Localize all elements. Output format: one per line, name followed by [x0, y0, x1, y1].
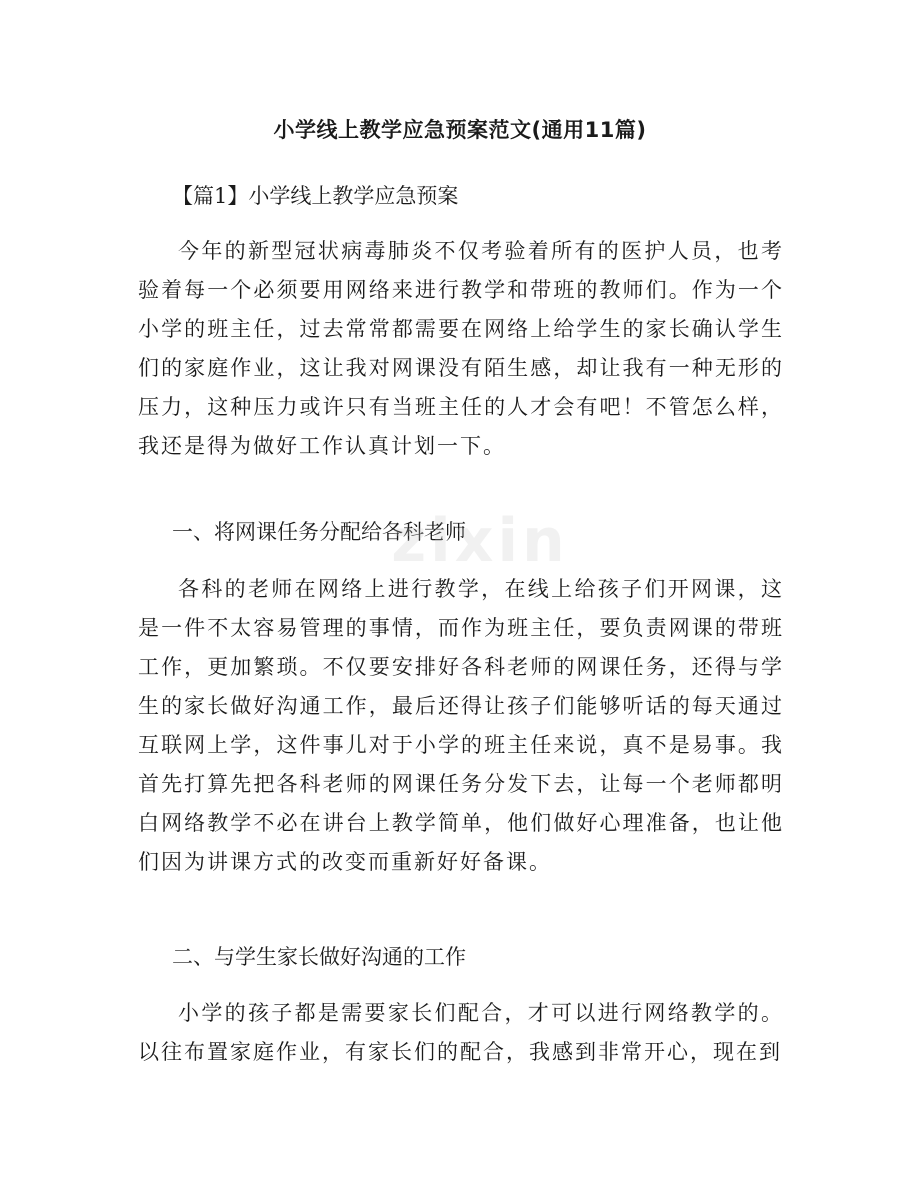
document-title: 小学线上教学应急预案范文(通用11篇)	[273, 118, 647, 142]
paragraph-2: 各科的老师在网络上进行教学，在线上给孩子们开网课，这是一件不太容易管理的事情，而作为班主任，要负责网课的带班工作，更加繁琐。不仅要安排好各科老师的网课任务，还得与学生的家长做好沟通工作，最后还得让孩子们能够听话的每天通过互联网上学，这件事儿对于小学的班主任来说，真不是易事。我首先打算先把各科老师的网课任务分发下去，让每一个老师都明白网络教学不必在讲台上教学简单，他们做好心理准备，也让他们因为讲课方式的改变而重新好好备课。	[138, 577, 784, 874]
watermark-text: zixin	[391, 506, 569, 576]
paragraph-1: 今年的新型冠状病毒肺炎不仅考验着所有的医护人员，也考验着每一个必须要用网络来进行教学和带班的教师们。作为一个小学的班主任，过去常常都需要在网络上给学生的家长确认学生们的家庭作业，这让我对网课没有陌生感，却让我有一种无形的压力，这种压力或许只有当班主任的人才会有吧！不管怎么样，我还是得为做好工作认真计划一下。	[138, 239, 784, 458]
section-heading: 【篇1】小学线上教学应急预案	[172, 184, 459, 208]
subheading-1: 一、将网课任务分配给各科老师	[172, 520, 466, 544]
subheading-2: 二、与学生家长做好沟通的工作	[172, 945, 466, 969]
paragraph-3: 小学的孩子都是需要家长们配合，才可以进行网络教学的。以往布置家庭作业，有家长们的配合，我感到非常开心，现在到	[138, 1001, 784, 1064]
